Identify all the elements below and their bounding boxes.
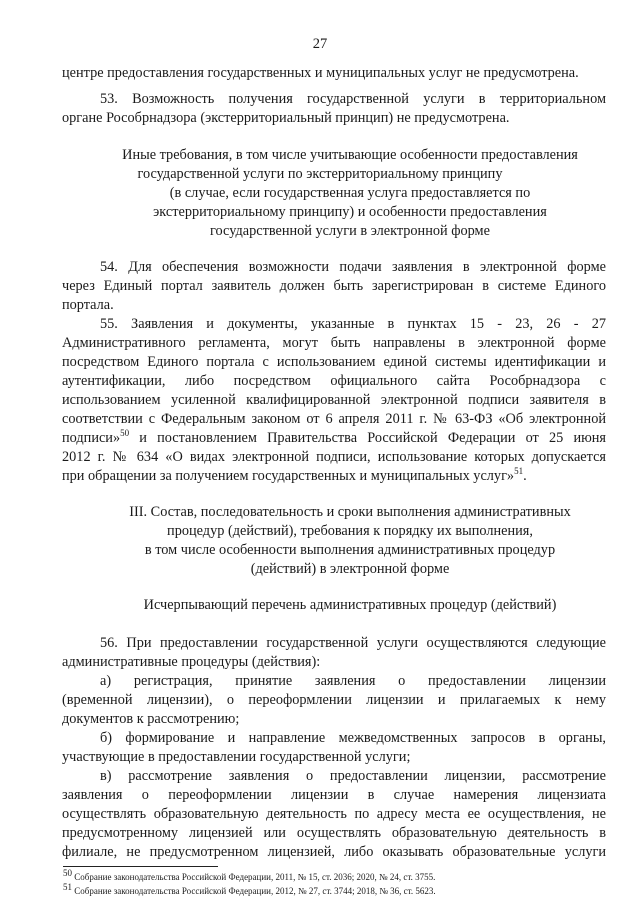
text-line: б) формирование и направление межведомственных запросов в органы,: [100, 730, 606, 746]
section-heading: (в случае, если государственная услуга предоставляется по: [169, 185, 531, 201]
text-line: 53. Возможность получения государственной услуги в территориальном: [100, 91, 606, 107]
footnote-separator: [63, 866, 218, 867]
footnote-ref: 51: [514, 466, 524, 477]
page-number: 27: [312, 36, 328, 52]
text-line: аутентификации, либо посредством официального сайта Рособрнадзора с: [62, 373, 606, 389]
text-line: 55. Заявления и документы, указанные в пунктах 15 - 23, 26 - 27: [100, 316, 606, 332]
text-line: участвующие в предоставлении государственной услуги;: [62, 749, 411, 765]
text-line: осуществлять образовательную деятельность по адресу места ее осуществления, не: [62, 806, 606, 822]
text-line: 2012 г. № 634 «О видах электронной подписи, использование которых допускается: [62, 449, 606, 465]
text-line: портала.: [62, 297, 114, 313]
text-line: при обращении за получением государственных и муниципальных услуг»$^{51}$.: [62, 466, 527, 484]
footnote-ref: 50: [120, 428, 130, 439]
text-line: соответствии с Федеральным законом от 6 апреля 2011 г. № 63-ФЗ «Об электронной: [62, 411, 606, 427]
chapter-heading: в том числе особенности выполнения административных процедур: [144, 542, 556, 558]
text-line: 54. Для обеспечения возможности подачи заявления в электронной форме: [100, 259, 606, 275]
text-line: предусмотренному лицензией или осуществлять образовательную деятельность в: [62, 825, 606, 841]
text-line: (временной лицензии), о переоформлении лицензии и прилагаемых к нему: [62, 692, 606, 708]
chapter-heading: процедур (действий), требования к порядку их выполнения,: [167, 523, 533, 539]
text-line: органе Рособрнадзора (экстерриториальный принцип) не предусмотрена.: [62, 110, 510, 126]
text-line: документов к рассмотрению;: [62, 711, 240, 727]
chapter-heading: III. Состав, последовательность и сроки выполнения административных: [129, 504, 571, 520]
text-line: посредством Единого портала с использованием единой системы идентификации и: [62, 354, 606, 370]
chapter-heading: (действий) в электронной форме: [250, 561, 450, 577]
section-heading: государственной услуги в электронной форме: [210, 223, 490, 239]
text-line: филиале, не предусмотренном лицензией, либо оказывать образовательные услуги: [62, 844, 606, 860]
section-heading: государственной услуги по экстерриториальному принципу: [137, 166, 503, 182]
footnote: $^{50}$ Собрание законодательства Российской Федерации, 2011, № 15, ст. 2036; 2020, № 24, ст. 3755.: [63, 868, 436, 882]
text-line: центре предоставления государственных и муниципальных услуг не предусмотрена.: [62, 65, 579, 81]
footnote: $^{51}$ Собрание законодательства Российской Федерации, 2012, № 27, ст. 3744; 2018, № 36, ст. 5623.: [63, 882, 436, 896]
section-heading: Иные требования, в том числе учитывающие особенности предоставления: [122, 147, 578, 163]
text-line: через Единый портал заявитель должен быть зарегистрирован в системе Единого: [62, 278, 606, 294]
text-line: административные процедуры (действия):: [62, 654, 321, 670]
subsection-heading: Исчерпывающий перечень административных процедур (действий): [143, 597, 557, 613]
text-line: 56. При предоставлении государственной услуги осуществляются следующие: [100, 635, 606, 651]
text-line: Административного регламента, могут быть направлены в электронной форме: [62, 335, 606, 351]
text-line: заявления о переоформлении лицензии в случае намерения лицензиата: [62, 787, 606, 803]
text-line: а) регистрация, принятие заявления о предоставлении лицензии: [100, 673, 606, 689]
text-line: подписи»$^{50}$ и постановлением Правительства Российской Федерации от 25 июня: [62, 428, 606, 446]
text-line: использованием усиленной квалифицированной электронной подписи заявителя в: [62, 392, 606, 408]
text-line: в) рассмотрение заявления о предоставлении лицензии, рассмотрение: [100, 768, 606, 784]
section-heading: экстерриториальному принципу) и особенности предоставления: [153, 204, 547, 220]
